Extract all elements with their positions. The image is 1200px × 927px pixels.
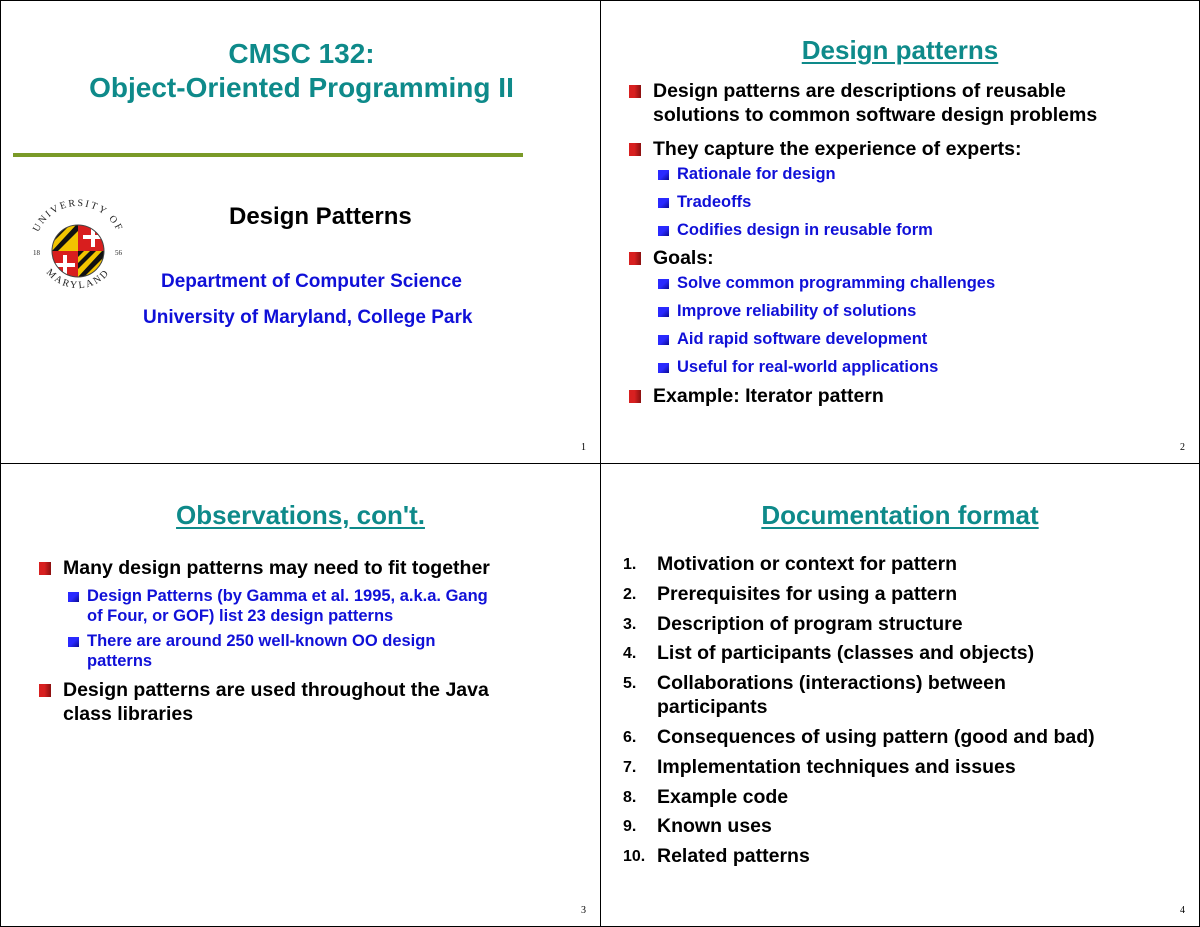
item-number: 5. xyxy=(623,675,637,693)
sub-bullet-icon xyxy=(658,170,669,180)
numbered-item xyxy=(623,814,1095,838)
item-text: Prerequisites for using a pattern xyxy=(657,582,958,605)
sub-bullet-text: Useful for real-world applications xyxy=(677,358,939,376)
course-title xyxy=(1,37,601,105)
bullet-list xyxy=(35,556,490,726)
numbered-item xyxy=(623,755,1095,779)
slide-heading: Design patterns xyxy=(801,35,999,65)
bullet-item xyxy=(625,384,1097,408)
sub-bullet-item xyxy=(35,586,490,626)
numbered-item xyxy=(623,671,1095,719)
sub-bullet-icon xyxy=(658,226,669,236)
sub-bullet-icon xyxy=(68,637,79,647)
sub-bullet-icon xyxy=(68,592,79,602)
item-text: Example code xyxy=(657,785,789,808)
numbered-item xyxy=(623,725,1095,749)
seal-top-text: UNIVERSITY OF xyxy=(31,199,125,234)
course-code: CMSC 132: xyxy=(228,38,375,69)
bullet-item xyxy=(625,137,1097,161)
page-number: 3 xyxy=(581,905,586,916)
sub-bullet-text: Improve reliability of solutions xyxy=(677,302,917,320)
item-number: 6. xyxy=(623,728,637,746)
sub-bullet-item xyxy=(35,631,490,671)
numbered-item xyxy=(623,582,1095,606)
sub-bullet-text: Rationale for design xyxy=(677,165,836,183)
bullet-icon xyxy=(629,85,641,98)
slide-heading: Observations, con't. xyxy=(176,500,425,530)
sub-bullet-item xyxy=(625,220,1097,240)
item-number: 1. xyxy=(623,556,637,573)
sub-bullet-item xyxy=(625,357,1097,377)
item-text: participants xyxy=(657,696,768,719)
bullet-icon xyxy=(629,143,641,156)
page-number: 1 xyxy=(581,442,586,453)
sub-bullet-icon xyxy=(658,279,669,289)
university-seal-icon xyxy=(23,199,133,299)
title-divider xyxy=(13,153,523,157)
item-number: 9. xyxy=(623,818,637,836)
sub-bullet-text: Tradeoffs xyxy=(677,193,752,211)
item-text: List of participants (classes and objects) xyxy=(657,642,1035,665)
numbered-item xyxy=(623,785,1095,809)
sub-bullet-icon xyxy=(658,363,669,373)
bullet-text: Goals: xyxy=(653,247,714,269)
numbered-list xyxy=(623,552,1095,874)
bullet-item xyxy=(625,246,1097,270)
item-text: Collaborations (interactions) between xyxy=(657,672,1006,695)
bullet-text: Design patterns are used throughout the Java xyxy=(63,679,489,701)
item-text: Known uses xyxy=(657,815,772,838)
sub-bullet-text: Codifies design in reusable form xyxy=(677,221,933,239)
bullet-list xyxy=(625,79,1097,408)
page-number: 4 xyxy=(1180,905,1185,916)
sub-bullet-icon xyxy=(658,307,669,317)
bullet-icon xyxy=(39,562,51,575)
bullet-item xyxy=(35,678,490,726)
university-name: University of Maryland, College Park xyxy=(143,307,473,328)
item-text: Related patterns xyxy=(657,845,810,868)
item-number: 8. xyxy=(623,788,637,806)
sub-bullet-text: of Four, or GOF) list 23 design patterns xyxy=(87,607,394,625)
sub-bullet-text: patterns xyxy=(87,652,153,670)
bullet-item xyxy=(35,556,490,580)
item-text: Implementation techniques and issues xyxy=(657,755,1016,778)
numbered-item xyxy=(623,844,1095,868)
seal-year-right: 56 xyxy=(115,249,122,257)
seal-bottom-text: MARYLAND xyxy=(43,266,113,292)
slide-heading: Documentation format xyxy=(761,500,1039,530)
item-text: Consequences of using pattern (good and bad) xyxy=(657,725,1095,748)
sub-bullet-icon xyxy=(658,335,669,345)
sub-bullet-text: Aid rapid software development xyxy=(677,330,928,348)
sub-bullet-text: Solve common programming challenges xyxy=(677,274,996,292)
item-number: 4. xyxy=(623,645,637,663)
numbered-item xyxy=(623,612,1095,636)
bullet-icon xyxy=(39,684,51,697)
sub-bullet-item xyxy=(625,164,1097,184)
bullet-text: Example: Iterator pattern xyxy=(653,385,884,407)
item-number: 3. xyxy=(623,615,637,633)
bullet-text: solutions to common software design problems xyxy=(653,104,1098,126)
sub-bullet-item xyxy=(625,273,1097,293)
bullet-text: They capture the experience of experts: xyxy=(653,138,1022,160)
page-number: 2 xyxy=(1180,442,1185,453)
seal-year-left: 18 xyxy=(33,249,40,257)
bullet-text: Design patterns are descriptions of reusable xyxy=(653,80,1066,102)
slide-4 xyxy=(600,463,1200,927)
department-name: Department of Computer Science xyxy=(161,271,462,292)
bullet-text: Many design patterns may need to fit together xyxy=(63,557,490,579)
course-name: Object-Oriented Programming II xyxy=(89,72,514,103)
item-text: Description of program structure xyxy=(657,612,963,635)
numbered-item xyxy=(623,552,1095,576)
bullet-text: class libraries xyxy=(63,703,194,725)
lecture-title: Design Patterns xyxy=(229,203,412,230)
slide-2 xyxy=(600,0,1200,464)
slide-1 xyxy=(0,0,601,464)
numbered-item xyxy=(623,641,1095,665)
slide-3 xyxy=(0,463,601,927)
item-text: Motivation or context for pattern xyxy=(657,553,958,575)
item-number: 7. xyxy=(623,758,637,776)
sub-bullet-text: Design Patterns (by Gamma et al. 1995, a.k.a. Gang xyxy=(87,587,488,605)
sub-bullet-item xyxy=(625,329,1097,349)
bullet-icon xyxy=(629,252,641,265)
sub-bullet-text: There are around 250 well-known OO design xyxy=(87,632,436,650)
sub-bullet-item xyxy=(625,192,1097,212)
item-number: 10. xyxy=(623,848,646,866)
sub-bullet-icon xyxy=(658,198,669,208)
sub-bullet-item xyxy=(625,301,1097,321)
bullet-icon xyxy=(629,390,641,403)
item-number: 2. xyxy=(623,585,637,603)
bullet-item xyxy=(625,79,1097,127)
